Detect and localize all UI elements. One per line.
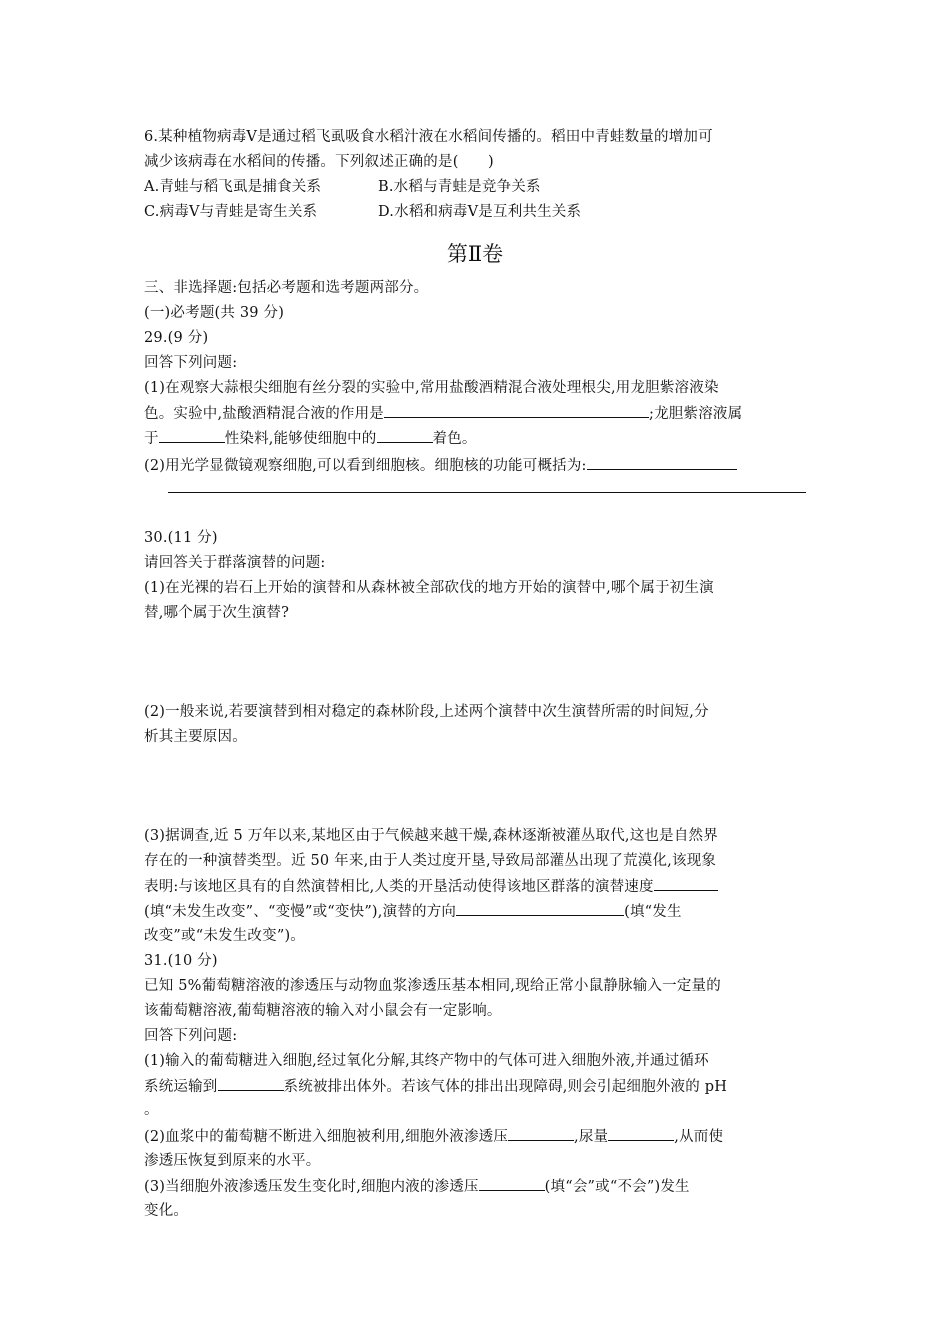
answer-blank[interactable] bbox=[218, 1076, 284, 1091]
q31-p3-line1 bbox=[144, 1176, 690, 1197]
answer-blank[interactable] bbox=[608, 1126, 674, 1141]
answer-blank[interactable] bbox=[508, 1126, 574, 1141]
q31-p2-line1-text-c: ,从而使 bbox=[674, 1129, 724, 1145]
answer-line[interactable] bbox=[168, 492, 806, 493]
q31-stem-line1: 已知 5%葡萄糖溶液的渗透压与动物血浆渗透压基本相同,现给正常小鼠静脉输入一定量的 bbox=[144, 978, 721, 994]
q29-p1-line3-text-b: 性染料,能够使细胞中的 bbox=[224, 431, 377, 447]
q31-p1-line3: 。 bbox=[144, 1102, 159, 1118]
q31-p2-line1-text-a: (2)血浆中的葡萄糖不断进入细胞被利用,细胞外液渗透压 bbox=[144, 1129, 509, 1145]
q30-p3-line4-text-b: (填“发生 bbox=[624, 904, 682, 920]
q29-number: 29.(9 分) bbox=[144, 330, 209, 346]
q31-p1-line2-text-a: 系统运输到 bbox=[144, 1079, 218, 1095]
q29-p1-line3-text-a: 于 bbox=[144, 431, 159, 447]
q30-p3-line4 bbox=[144, 901, 682, 922]
q30-p3-line5: 改变”或“未发生改变”)。 bbox=[144, 928, 305, 944]
q30-p3-line1: (3)据调查,近 5 万年以来,某地区由于气候越来越干燥,森林逐渐被灌丛取代,这也是自然界 bbox=[144, 828, 718, 844]
q29-p2-line1 bbox=[144, 455, 737, 476]
q6-option-d: D.水稻和病毒Ⅴ是互利共生关系 bbox=[378, 204, 582, 220]
q29-p1-line3-text-c: 着色。 bbox=[432, 431, 477, 447]
part3-required: (一)必考题(共 39 分) bbox=[144, 305, 285, 321]
q31-p3-line1-text-b: (填“会”或“不会”)发生 bbox=[544, 1179, 690, 1195]
q31-p2-line1 bbox=[144, 1126, 723, 1147]
q30-p3-line3 bbox=[144, 876, 718, 897]
q31-p2-line2: 渗透压恢复到原来的水平。 bbox=[144, 1153, 321, 1169]
q30-p1-line2: 替,哪个属于次生演替? bbox=[144, 605, 290, 621]
part3-intro: 三、非选择题:包括必考题和选考题两部分。 bbox=[144, 280, 429, 296]
q31-stem-line2: 该葡萄糖溶液,葡萄糖溶液的输入对小鼠会有一定影响。 bbox=[144, 1003, 502, 1019]
answer-blank[interactable] bbox=[377, 428, 433, 443]
q29-p1-line2-text-a: 色。实验中,盐酸酒精混合液的作用是 bbox=[144, 406, 385, 422]
q6-stem-line2: 减少该病毒在水稻间的传播。下列叙述正确的是( ) bbox=[144, 154, 494, 170]
q29-prompt: 回答下列问题: bbox=[144, 355, 238, 371]
q30-p2-line1: (2)一般来说,若要演替到相对稳定的森林阶段,上述两个演替中次生演替所需的时间短,分 bbox=[144, 704, 709, 720]
q31-p3-line1-text-a: (3)当细胞外液渗透压发生变化时,细胞内液的渗透压 bbox=[144, 1179, 479, 1195]
q30-p1-line1: (1)在光裸的岩石上开始的演替和从森林被全部砍伐的地方开始的演替中,哪个属于初生演 bbox=[144, 580, 714, 596]
q30-number: 30.(11 分) bbox=[144, 530, 218, 546]
answer-blank[interactable] bbox=[456, 901, 624, 916]
q30-prompt: 请回答关于群落演替的问题: bbox=[144, 555, 326, 571]
q29-p1-line2 bbox=[144, 403, 742, 424]
q31-p1-line2-text-b: 系统被排出体外。若该气体的排出出现障碍,则会引起细胞外液的 pH bbox=[283, 1079, 728, 1095]
q29-p1-line2-text-b: ;龙胆紫溶液属 bbox=[649, 406, 743, 422]
q30-p3-line2: 存在的一种演替类型。近 50 年来,由于人类过度开垦,导致局部灌丛出现了荒漠化,该现象 bbox=[144, 853, 717, 869]
q6-option-c: C.病毒Ⅴ与青蛙是寄生关系 bbox=[144, 204, 318, 220]
q31-p1-line1: (1)输入的葡萄糖进入细胞,经过氧化分解,其终产物中的气体可进入细胞外液,并通过循环 bbox=[144, 1053, 709, 1069]
q29-p2-line1-text: (2)用光学显微镜观察细胞,可以看到细胞核。细胞核的功能可概括为: bbox=[144, 458, 587, 474]
q29-p1-line3 bbox=[144, 428, 477, 449]
answer-blank[interactable] bbox=[654, 876, 718, 891]
q30-p3-line3-text: 表明:与该地区具有的自然演替相比,人类的开垦活动使得该地区群落的演替速度 bbox=[144, 879, 654, 895]
section-title: 第Ⅱ卷 bbox=[446, 242, 504, 266]
q30-p3-line4-text-a: (填“未发生改变”、“变慢”或“变快”),演替的方向 bbox=[144, 904, 457, 920]
q31-p2-line1-text-b: ,尿量 bbox=[574, 1129, 609, 1145]
q6-option-a: A.青蛙与稻飞虱是捕食关系 bbox=[144, 179, 322, 195]
q31-p3-line2: 变化。 bbox=[144, 1203, 189, 1219]
answer-blank[interactable] bbox=[159, 428, 225, 443]
answer-blank[interactable] bbox=[384, 403, 649, 418]
q31-number: 31.(10 分) bbox=[144, 953, 218, 969]
q29-p1-line1: (1)在观察大蒜根尖细胞有丝分裂的实验中,常用盐酸酒精混合液处理根尖,用龙胆紫溶液染 bbox=[144, 380, 719, 396]
answer-blank[interactable] bbox=[479, 1176, 545, 1191]
answer-blank[interactable] bbox=[587, 455, 737, 470]
q6-stem-line1: 6.某种植物病毒Ⅴ是通过稻飞虱吸食水稻汁液在水稻间传播的。稻田中青蛙数量的增加可 bbox=[144, 129, 713, 145]
q30-p2-line2: 析其主要原因。 bbox=[144, 729, 247, 745]
q6-option-b: B.水稻与青蛙是竞争关系 bbox=[378, 179, 541, 195]
q31-p1-line2 bbox=[144, 1076, 727, 1097]
q31-prompt: 回答下列问题: bbox=[144, 1028, 238, 1044]
